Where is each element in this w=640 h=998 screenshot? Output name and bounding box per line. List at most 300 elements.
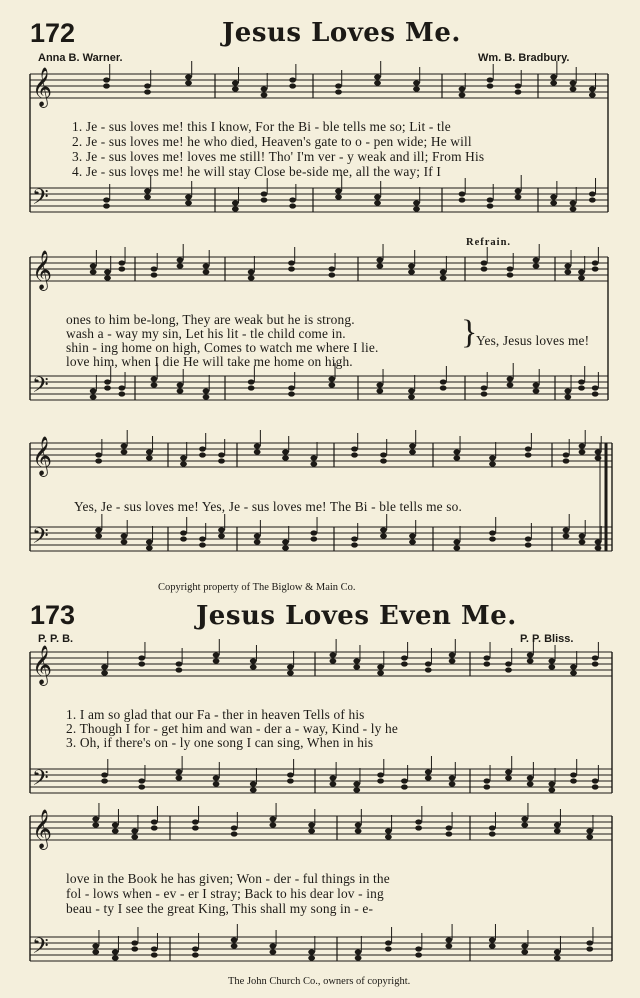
bass-note [505, 775, 512, 780]
treble-note [353, 664, 360, 669]
bass-note [483, 778, 490, 783]
treble-note [515, 89, 522, 94]
bass-note [401, 784, 408, 789]
bass-note [90, 388, 97, 393]
treble-note [310, 455, 317, 460]
bass-note [328, 382, 335, 387]
bass-note [287, 778, 294, 783]
treble-note [374, 74, 381, 79]
treble-note [176, 667, 183, 672]
bass-note [144, 194, 151, 199]
treble-note [554, 828, 561, 833]
bass-note [586, 940, 593, 945]
treble-note [287, 670, 294, 675]
bass-note [515, 194, 522, 199]
bass-note [355, 949, 362, 954]
bass-note [192, 946, 199, 951]
bass-note [589, 191, 596, 196]
bass-note [250, 787, 257, 792]
treble-note [527, 658, 534, 663]
bass-note [453, 545, 460, 550]
verse-line: 3. Je - sus loves me! loves me still! Tho' I'm ver - y weak and ill; From His [72, 149, 485, 164]
treble-note [440, 269, 447, 274]
treble-note [489, 461, 496, 466]
bass-note [449, 781, 456, 786]
words-credit: Anna B. Warner. [38, 52, 123, 64]
bass-note [525, 542, 532, 547]
treble-note [112, 822, 119, 827]
treble-note [554, 822, 561, 827]
treble-note [409, 449, 416, 454]
treble-note [578, 269, 585, 274]
treble-note [90, 269, 97, 274]
treble-note [579, 443, 586, 448]
treble-note [376, 257, 383, 262]
bass-note [483, 784, 490, 789]
bass-note [564, 394, 571, 399]
treble-note [199, 446, 206, 451]
treble-note [269, 822, 276, 827]
bass-note [151, 376, 158, 381]
treble-note [409, 443, 416, 448]
brace: } [461, 314, 478, 351]
bass-clef-icon: 𝄢 [32, 373, 49, 403]
bass-note [527, 781, 534, 786]
bass-note [112, 955, 119, 960]
bass-note [377, 772, 384, 777]
treble-note [213, 652, 220, 657]
bass-note [409, 533, 416, 538]
treble-note [445, 831, 452, 836]
bass-note [487, 197, 494, 202]
treble-note [101, 670, 108, 675]
bass-note [177, 388, 184, 393]
bass-note [90, 394, 97, 399]
treble-note [185, 80, 192, 85]
treble-note [146, 455, 153, 460]
bass-note [374, 194, 381, 199]
verse-line: 1. I am so glad that our Fa - ther in heaven Tells of his [66, 707, 365, 722]
treble-note [176, 661, 183, 666]
treble-note [353, 658, 360, 663]
treble-note [487, 77, 494, 82]
treble-note [481, 266, 488, 271]
treble-note [151, 825, 158, 830]
bass-note [533, 382, 540, 387]
bass-note [261, 197, 268, 202]
bass-note [92, 943, 99, 948]
verse-line: 3. Oh, if there's on - ly one song I can sing, When in his [66, 735, 374, 750]
treble-note [330, 652, 337, 657]
treble-note [570, 664, 577, 669]
bass-note [380, 527, 387, 532]
bass-note [289, 197, 296, 202]
hymn-number: 172 [30, 18, 76, 48]
bass-note [269, 943, 276, 948]
treble-note [261, 92, 268, 97]
bass-note [282, 545, 289, 550]
treble-note [231, 825, 238, 830]
treble-note [408, 269, 415, 274]
bass-note [95, 527, 102, 532]
bass-note [507, 376, 514, 381]
treble-note [376, 263, 383, 268]
hymn-title: Jesus Loves Even Me. [196, 601, 517, 631]
treble-note [578, 275, 585, 280]
bass-note [489, 937, 496, 942]
bass-note [146, 539, 153, 544]
bass-note [118, 391, 125, 396]
bass-note [487, 203, 494, 208]
treble-note [192, 819, 199, 824]
bass-note [288, 385, 295, 390]
verse-line: love in the Book he has given; Won - der - ful things in the [66, 871, 390, 886]
treble-note [151, 819, 158, 824]
bass-note [103, 197, 110, 202]
treble-note [203, 263, 210, 268]
treble-note [328, 266, 335, 271]
bass-note [232, 206, 239, 211]
bass-note [151, 952, 158, 957]
treble-note [521, 816, 528, 821]
bass-note [413, 206, 420, 211]
treble-note [487, 83, 494, 88]
bass-note [138, 784, 145, 789]
bass-note [254, 533, 261, 538]
treble-note [401, 655, 408, 660]
bass-note [374, 200, 381, 205]
bass-note [507, 382, 514, 387]
bass-note [218, 527, 225, 532]
bass-note [489, 536, 496, 541]
bass-note [550, 194, 557, 199]
bass-note [481, 391, 488, 396]
bass-note [515, 188, 522, 193]
bass-note [177, 382, 184, 387]
bass-note [385, 946, 392, 951]
refrain-line: Yes, Je - sus loves me! Yes, Je - sus loves me! The Bi - ble tells me so. [74, 499, 462, 514]
treble-note [449, 652, 456, 657]
treble-note [592, 260, 599, 265]
bass-note [351, 542, 358, 547]
bass-clef-icon: 𝄢 [32, 934, 49, 964]
treble-clef-icon: 𝄞 [32, 645, 53, 685]
treble-note [579, 449, 586, 454]
treble-note [282, 455, 289, 460]
bass-note [121, 533, 128, 538]
bass-note [288, 391, 295, 396]
bass-note [121, 539, 128, 544]
bass-note [144, 188, 151, 193]
bass-note [151, 946, 158, 951]
verse-line: 2. Je - sus loves me! he who died, Heaven's gate to o - pen wide; He will [72, 134, 472, 149]
bass-note [118, 385, 125, 390]
treble-note [103, 77, 110, 82]
treble-note [250, 664, 257, 669]
bass-note [489, 943, 496, 948]
bass-note [548, 787, 555, 792]
bass-note [570, 200, 577, 205]
treble-note [95, 452, 102, 457]
treble-note [408, 263, 415, 268]
bass-note [481, 385, 488, 390]
bass-note [459, 191, 466, 196]
bass-note [185, 200, 192, 205]
treble-note [589, 86, 596, 91]
bass-note [203, 388, 210, 393]
bass-note [101, 772, 108, 777]
bass-note [351, 536, 358, 541]
bass-note [408, 388, 415, 393]
bass-note [548, 781, 555, 786]
treble-note [459, 92, 466, 97]
treble-note [425, 661, 432, 666]
treble-note [218, 458, 225, 463]
bass-note [415, 946, 422, 951]
treble-note [401, 661, 408, 666]
bass-note [335, 188, 342, 193]
treble-note [563, 452, 570, 457]
treble-note [118, 266, 125, 271]
bass-note [440, 379, 447, 384]
treble-note [254, 449, 261, 454]
bass-note [425, 775, 432, 780]
bass-note [578, 379, 585, 384]
bass-note [101, 778, 108, 783]
bass-note [254, 539, 261, 544]
bass-note [525, 536, 532, 541]
treble-note [144, 89, 151, 94]
treble-note [121, 449, 128, 454]
treble-note [570, 86, 577, 91]
bass-note [554, 949, 561, 954]
bass-note [355, 955, 362, 960]
bass-note [570, 206, 577, 211]
treble-note [131, 828, 138, 833]
treble-note [521, 822, 528, 827]
treble-note [269, 816, 276, 821]
treble-note [218, 452, 225, 457]
bass-note [131, 946, 138, 951]
bass-note [570, 772, 577, 777]
bass-clef-icon: 𝄢 [32, 185, 49, 215]
bass-clef-icon: 𝄢 [32, 524, 49, 554]
treble-note [505, 667, 512, 672]
bass-note [408, 394, 415, 399]
treble-note [483, 655, 490, 660]
treble-note [177, 263, 184, 268]
bass-note [199, 536, 206, 541]
treble-note [548, 658, 555, 663]
treble-note [289, 83, 296, 88]
treble-note [489, 831, 496, 836]
bass-note [231, 937, 238, 942]
treble-note [459, 86, 466, 91]
treble-note [310, 461, 317, 466]
treble-note [355, 822, 362, 827]
bass-note [176, 775, 183, 780]
bass-note [95, 533, 102, 538]
bass-note [104, 379, 111, 384]
treble-note [489, 825, 496, 830]
words-credit: P. P. B. [38, 633, 74, 645]
bass-note [310, 530, 317, 535]
treble-note [328, 272, 335, 277]
treble-note [199, 452, 206, 457]
treble-note [425, 667, 432, 672]
bass-note [308, 955, 315, 960]
treble-note [592, 661, 599, 666]
bass-note [112, 949, 119, 954]
treble-note [177, 257, 184, 262]
bass-note [449, 775, 456, 780]
treble-note [335, 83, 342, 88]
treble-note [248, 269, 255, 274]
music-credit: P. P. Bliss. [520, 633, 574, 645]
treble-note [355, 828, 362, 833]
bass-note [592, 784, 599, 789]
bass-note [282, 539, 289, 544]
bass-note [589, 197, 596, 202]
treble-note [413, 80, 420, 85]
refrain-label: Refrain. [466, 237, 512, 248]
bass-note [380, 533, 387, 538]
treble-note [453, 455, 460, 460]
bass-note [445, 943, 452, 948]
treble-note [385, 828, 392, 833]
treble-note [185, 74, 192, 79]
treble-note [440, 275, 447, 280]
bass-note [269, 949, 276, 954]
treble-note [525, 452, 532, 457]
treble-note [533, 257, 540, 262]
verse-line: 4. Je - sus loves me! he will stay Close be-side me, all the way; If I [72, 164, 441, 179]
bass-note [330, 781, 337, 786]
bass-note [521, 949, 528, 954]
treble-note [104, 275, 111, 280]
bass-note [592, 385, 599, 390]
treble-note [248, 275, 255, 280]
bass-note [554, 955, 561, 960]
treble-note [232, 86, 239, 91]
bass-note [459, 197, 466, 202]
treble-note [413, 86, 420, 91]
treble-note [308, 822, 315, 827]
treble-note [180, 461, 187, 466]
bass-note [138, 778, 145, 783]
treble-note [550, 80, 557, 85]
bass-note [146, 545, 153, 550]
bass-note [586, 946, 593, 951]
treble-note [505, 661, 512, 666]
hymn-number: 173 [30, 600, 76, 630]
bass-note [335, 194, 342, 199]
bass-note [92, 949, 99, 954]
treble-note [548, 664, 555, 669]
treble-note [533, 263, 540, 268]
bass-note [213, 775, 220, 780]
treble-note [489, 455, 496, 460]
bass-note [353, 781, 360, 786]
treble-note [287, 664, 294, 669]
treble-note [138, 655, 145, 660]
treble-note [335, 89, 342, 94]
treble-clef-icon: 𝄞 [32, 67, 53, 107]
treble-note [377, 670, 384, 675]
bass-note [550, 200, 557, 205]
treble-note [570, 80, 577, 85]
treble-note [550, 74, 557, 79]
verse-line: fol - lows when - ev - er I stray; Back to his dear lov - ing [66, 886, 384, 901]
treble-note [308, 828, 315, 833]
bass-note [592, 778, 599, 783]
treble-note [151, 272, 158, 277]
bass-note [505, 769, 512, 774]
treble-note [380, 452, 387, 457]
bass-note [308, 949, 315, 954]
bass-note [415, 952, 422, 957]
bass-note [376, 388, 383, 393]
verse-line: wash a - way my sin, Let his lit - tle child come in. [66, 326, 346, 341]
bass-note [151, 382, 158, 387]
bass-note [328, 376, 335, 381]
bass-note [287, 772, 294, 777]
treble-note [288, 266, 295, 271]
bass-note [409, 539, 416, 544]
treble-note [180, 455, 187, 460]
treble-note [254, 443, 261, 448]
verse-line: shin - ing home on high, Comes to watch me where I lie. [66, 340, 379, 355]
hymn-title: Jesus Loves Me. [222, 18, 461, 48]
treble-note [483, 661, 490, 666]
treble-note [146, 449, 153, 454]
bass-note [563, 533, 570, 538]
treble-note [351, 452, 358, 457]
bass-note [376, 382, 383, 387]
verse-line: ones to him be-long, They are weak but he is strong. [66, 312, 355, 327]
bass-note [579, 533, 586, 538]
treble-note [481, 260, 488, 265]
treble-note [330, 658, 337, 663]
treble-note [449, 658, 456, 663]
treble-note [586, 828, 593, 833]
bass-note [261, 191, 268, 196]
treble-note [374, 80, 381, 85]
treble-note [282, 449, 289, 454]
treble-note [250, 658, 257, 663]
bass-note [131, 940, 138, 945]
treble-note [380, 458, 387, 463]
treble-note [592, 655, 599, 660]
treble-note [131, 834, 138, 839]
treble-note [90, 263, 97, 268]
treble-note [527, 652, 534, 657]
bass-note [218, 533, 225, 538]
treble-note [377, 664, 384, 669]
bass-note [563, 527, 570, 532]
treble-clef-icon: 𝄞 [32, 809, 53, 849]
bass-note [527, 775, 534, 780]
bass-note [213, 781, 220, 786]
bass-note [310, 536, 317, 541]
treble-note [525, 446, 532, 451]
bass-note [180, 536, 187, 541]
bass-note [199, 542, 206, 547]
treble-note [104, 269, 111, 274]
treble-note [138, 661, 145, 666]
treble-note [121, 443, 128, 448]
treble-note [261, 86, 268, 91]
